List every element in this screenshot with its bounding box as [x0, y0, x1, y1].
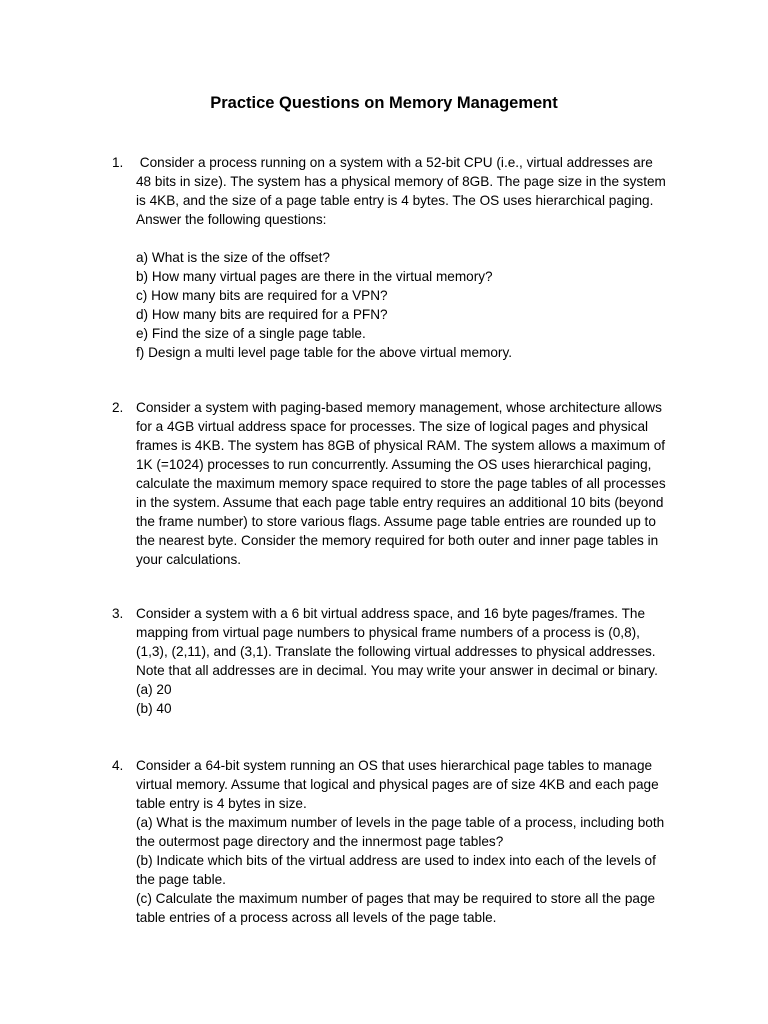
question-line: 1K (=1024) processes to run concurrently. Assuming the OS uses hierarchical paging, — [136, 457, 652, 472]
question-number: 4. — [112, 758, 124, 773]
question-part: a) What is the size of the offset? — [136, 250, 330, 265]
question-part: d) How many bits are required for a PFN? — [136, 307, 388, 322]
question-part: f) Design a multi level page table for the above virtual memory. — [136, 345, 513, 360]
question-part: c) How many bits are required for a VPN? — [136, 288, 388, 303]
question-body — [136, 756, 682, 927]
question-line: the outermost page directory and the innermost page tables? — [136, 834, 504, 849]
question-line: Answer the following questions: — [136, 212, 327, 227]
question-line: calculate the maximum memory space required to store the page tables of all processes — [136, 476, 666, 491]
question-body — [136, 604, 682, 718]
question-line: the frame number) to store various flags. Assume page table entries are rounded up to — [136, 514, 656, 529]
question-body — [136, 398, 682, 569]
question-line: Consider a process running on a system with a 52-bit CPU (i.e., virtual addresses are — [136, 155, 653, 170]
question-line: Note that all addresses are in decimal. You may write your answer in decimal or binary. — [136, 663, 658, 678]
paragraph-gap — [136, 229, 682, 248]
question-line: mapping from virtual page numbers to physical frame numbers of a process is (0,8), — [136, 625, 640, 640]
question-line: (1,3), (2,11), and (3,1). Translate the following virtual addresses to physical addresses. — [136, 644, 656, 659]
question-line: Consider a system with paging-based memory management, whose architecture allows — [136, 400, 662, 415]
question-part: (b) 40 — [136, 701, 172, 716]
question-line: frames is 4KB. The system has 8GB of physical RAM. The system allows a maximum of — [136, 438, 666, 453]
question-line: Consider a 64-bit system running an OS that uses hierarchical page tables to manage — [136, 758, 653, 773]
question-number: 3. — [112, 606, 124, 621]
question-part: (b) Indicate which bits of the virtual address are used to index into each of the levels of — [136, 853, 656, 868]
question-line: the nearest byte. Consider the memory required for both outer and inner page tables in — [136, 533, 659, 548]
question-number: 1. — [112, 155, 124, 170]
question-part: (c) Calculate the maximum number of pages that may be required to store all the page — [136, 891, 656, 906]
question-body — [136, 153, 682, 362]
question-part: (a) What is the maximum number of levels in the page table of a process, including both — [136, 815, 665, 830]
question-line: for a 4GB virtual address space for processes. The size of logical pages and physical — [136, 419, 649, 434]
question-part: e) Find the size of a single page table. — [136, 326, 366, 341]
question-line: your calculations. — [136, 552, 242, 567]
question-line: in the system. Assume that each page table entry requires an additional 10 bits (beyond — [136, 495, 664, 510]
question-line: the page table. — [136, 872, 226, 887]
page-title: Practice Questions on Memory Management — [210, 94, 558, 112]
question-part: (a) 20 — [136, 682, 172, 697]
question-line: Consider a system with a 6 bit virtual address space, and 16 byte pages/frames. The — [136, 606, 646, 621]
question-line: 48 bits in size). The system has a physical memory of 8GB. The page size in the system — [136, 174, 666, 189]
question-line: is 4KB, and the size of a page table entry is 4 bytes. The OS uses hierarchical paging. — [136, 193, 654, 208]
question-part: b) How many virtual pages are there in the virtual memory? — [136, 269, 493, 284]
question-line: table entries of a process across all levels of the page table. — [136, 910, 497, 925]
question-line: table entry is 4 bytes in size. — [136, 796, 307, 811]
question-line: virtual memory. Assume that logical and physical pages are of size 4KB and each page — [136, 777, 659, 792]
question-number: 2. — [112, 400, 124, 415]
